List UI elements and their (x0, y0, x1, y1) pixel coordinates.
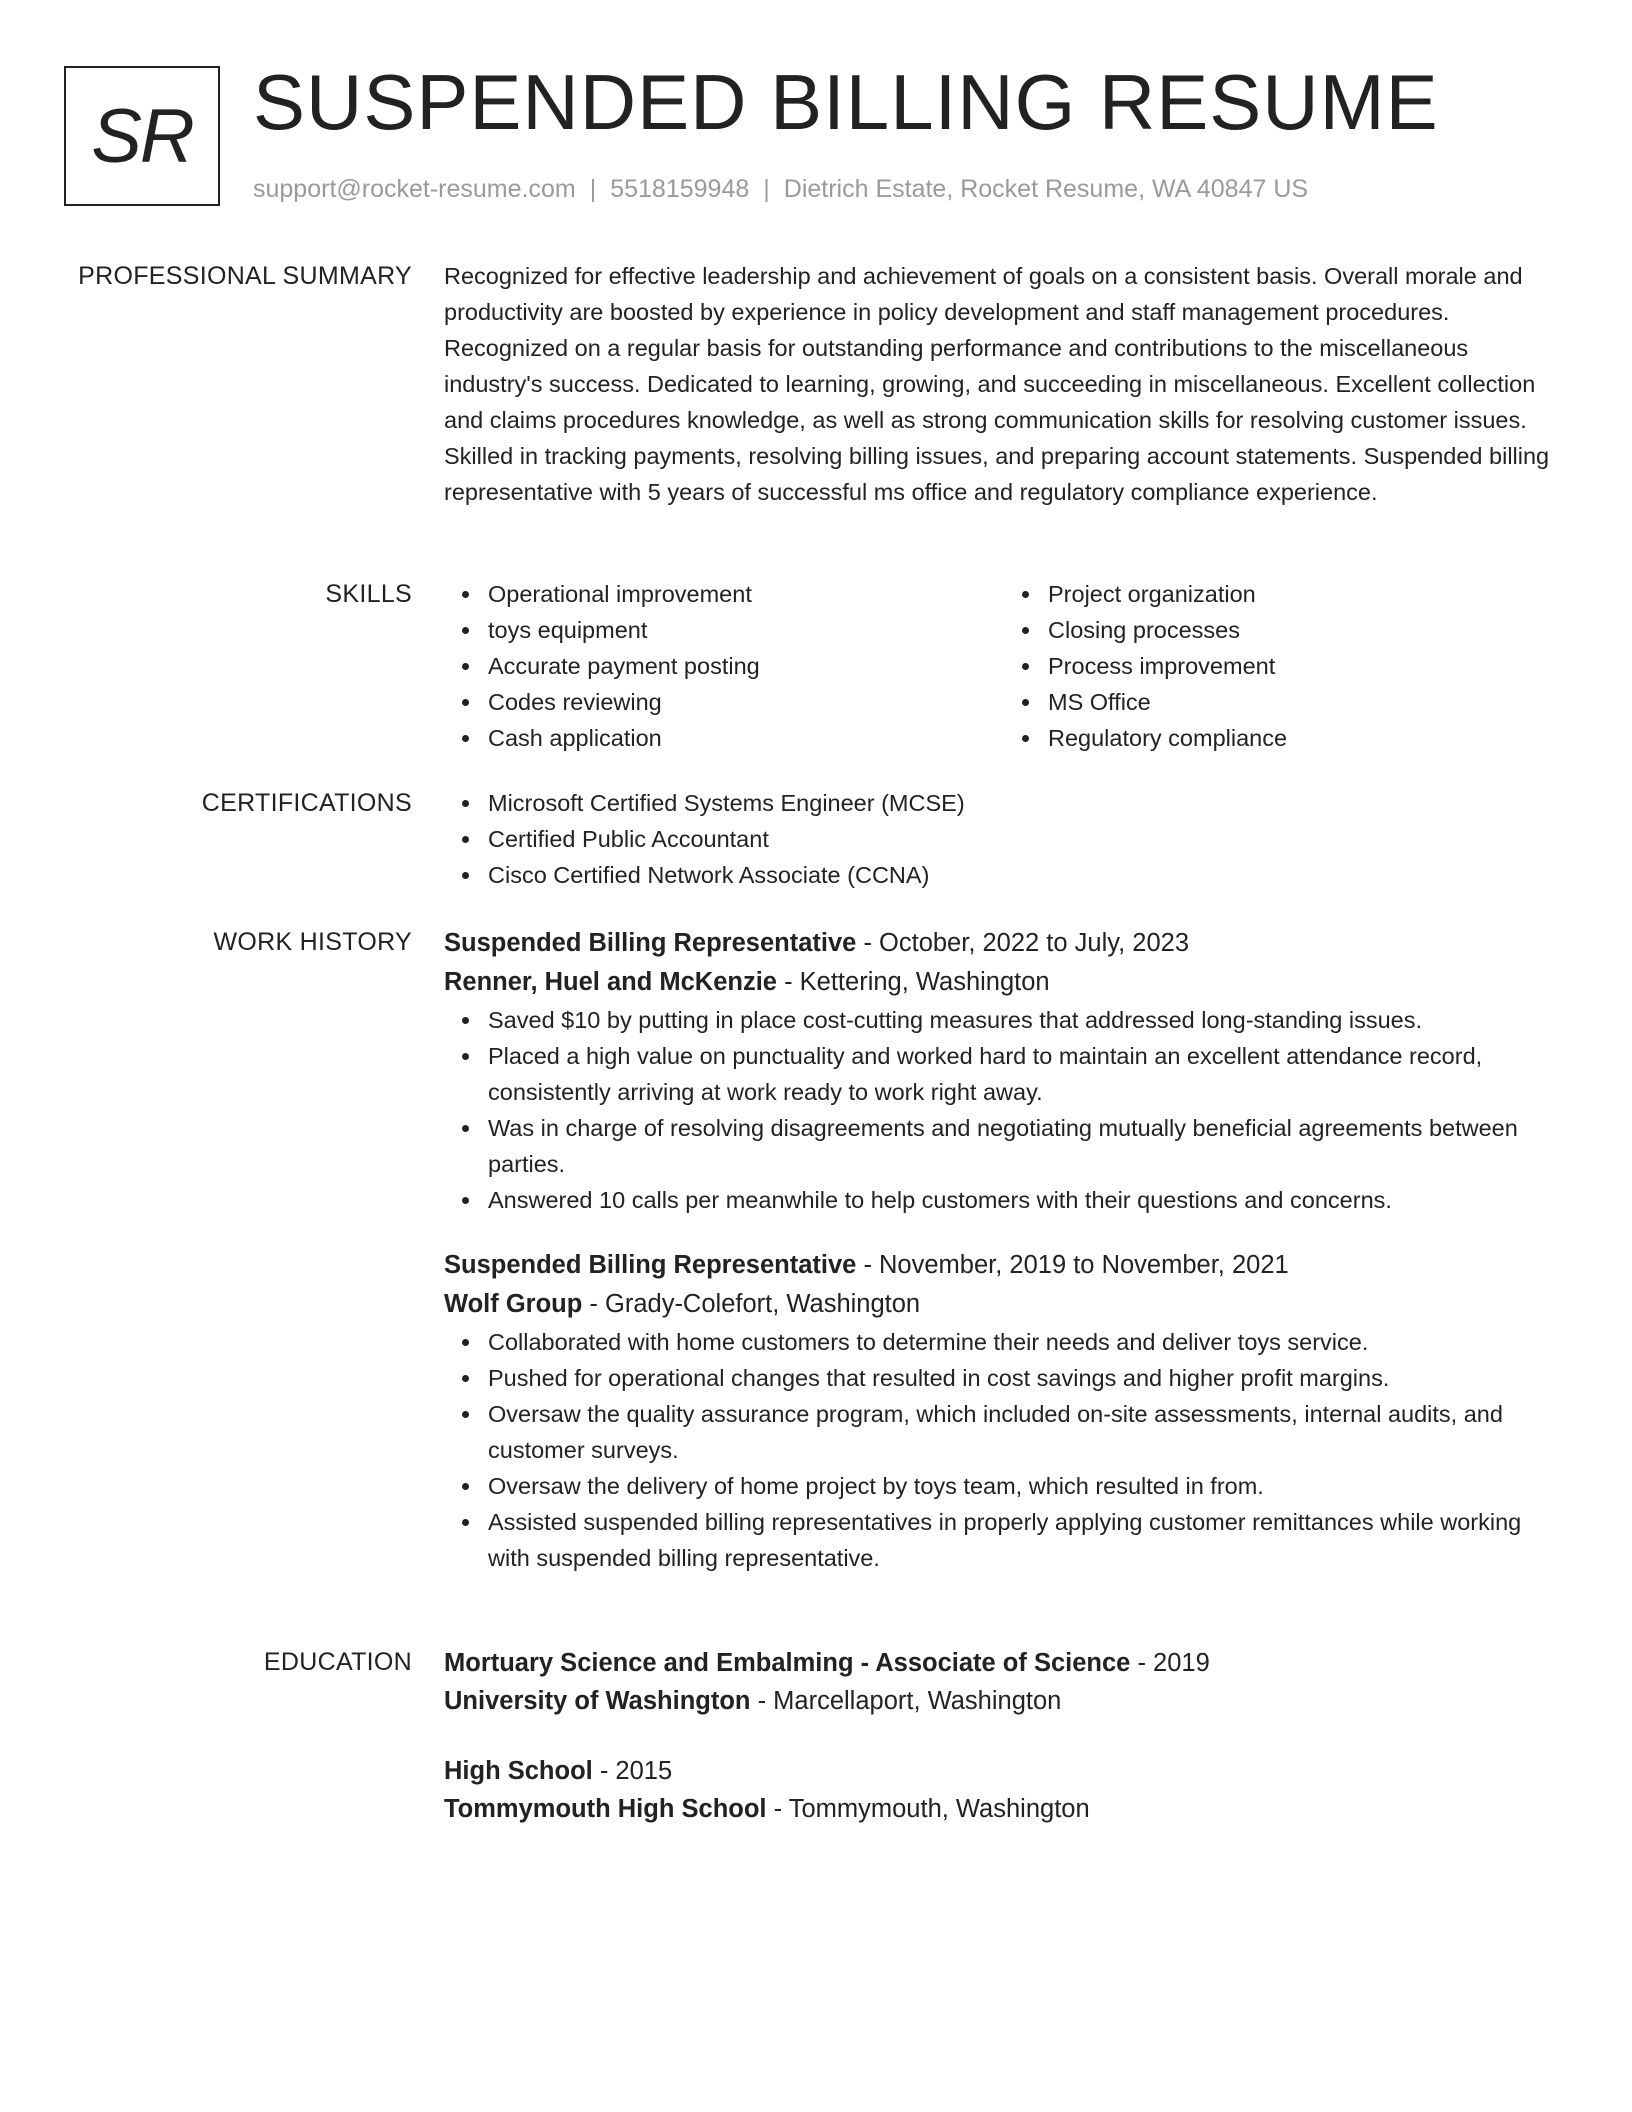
section-label-education: EDUCATION (263, 1648, 412, 1676)
job-company: Renner, Huel and McKenzie (444, 968, 777, 996)
skill-item: Regulatory compliance (1048, 720, 1564, 756)
contact-separator: | (763, 175, 770, 203)
education-degree: High School (444, 1757, 593, 1785)
job-title-line (444, 924, 1564, 963)
skill-item: Closing processes (1048, 612, 1564, 648)
certification-item: Certified Public Accountant (488, 821, 1564, 857)
job-bullets (444, 1324, 1564, 1576)
job-bullet: Oversaw the quality assurance program, which included on-site assessments, internal audits, and customer surveys. (488, 1396, 1564, 1468)
education-location: - Tommymouth, Washington (766, 1795, 1090, 1823)
education-entry (444, 1752, 1564, 1828)
section-label-work-history: WORK HISTORY (213, 928, 412, 956)
resume-title: SUSPENDED BILLING RESUME (253, 58, 1439, 146)
skill-item: Cash application (488, 720, 1004, 756)
certification-item: Microsoft Certified Systems Engineer (MCSE) (488, 785, 1564, 821)
education-degree: Mortuary Science and Embalming - Associate of Science (444, 1649, 1131, 1677)
skills-list-right (1004, 576, 1564, 756)
job-bullet: Collaborated with home customers to determine their needs and deliver toys service. (488, 1324, 1564, 1360)
job-dates: - October, 2022 to July, 2023 (856, 929, 1190, 957)
job-bullet: Oversaw the delivery of home project by toys team, which resulted in from. (488, 1468, 1564, 1504)
section-label-skills: SKILLS (325, 580, 412, 608)
certifications-list (444, 785, 1564, 893)
job-location: - Kettering, Washington (777, 968, 1050, 996)
education-location: - Marcellaport, Washington (750, 1687, 1062, 1715)
education-year: - 2019 (1130, 1649, 1210, 1677)
education-degree-line (444, 1752, 1564, 1790)
certification-item: Cisco Certified Network Associate (CCNA) (488, 857, 1564, 893)
contact-separator: | (589, 175, 597, 203)
education-school: University of Washington (444, 1687, 751, 1715)
section-label-summary: PROFESSIONAL SUMMARY (78, 262, 412, 290)
certifications-body (444, 785, 1564, 893)
skill-item: Project organization (1048, 576, 1564, 612)
skill-item: Operational improvement (488, 576, 1004, 612)
job-dates: - November, 2019 to November, 2021 (856, 1251, 1289, 1279)
education-degree-line (444, 1644, 1564, 1682)
contact-line (253, 172, 1308, 206)
education-body (444, 1644, 1564, 1828)
education-school-line (444, 1790, 1564, 1828)
job-bullet: Answered 10 calls per meanwhile to help customers with their questions and concerns. (488, 1182, 1564, 1218)
education-entry (444, 1644, 1564, 1720)
job-company: Wolf Group (444, 1290, 583, 1318)
job-bullet: Saved $10 by putting in place cost-cutting measures that addressed long-standing issues. (488, 1002, 1564, 1038)
skill-item: Process improvement (1048, 648, 1564, 684)
skill-item: toys equipment (488, 612, 1004, 648)
job-entry (444, 924, 1564, 1218)
job-bullet: Was in charge of resolving disagreements and negotiating mutually beneficial agreements between parties. (488, 1110, 1564, 1182)
skill-item: Codes reviewing (488, 684, 1004, 720)
summary-text: Recognized for effective leadership and achievement of goals on a consistent basis. Overall morale and productivity are boosted by experience in policy development and staff management procedures. Recognized on a regular basis for outstanding performance and contributions to the miscellaneous industry's success. Dedicated to learning, growing, and succeeding in miscellaneous. Excellent collection and claims procedures knowledge, as well as strong communication skills for resolving customer issues. Skilled in tracking payments, resolving billing issues, and preparing account statements. Suspended billing representative with 5 years of successful ms office and regulatory compliance experience. (444, 263, 1550, 505)
job-title: Suspended Billing Representative (444, 929, 857, 957)
section-label-certifications: CERTIFICATIONS (201, 789, 412, 817)
contact-email[interactable]: support@rocket-resume.com (253, 175, 576, 203)
skill-item: MS Office (1048, 684, 1564, 720)
education-school: Tommymouth High School (444, 1795, 767, 1823)
job-company-line (444, 963, 1564, 1002)
education-year: - 2015 (592, 1757, 673, 1785)
job-bullet: Pushed for operational changes that resulted in cost savings and higher profit margins. (488, 1360, 1564, 1396)
work-history-body (444, 924, 1564, 1576)
education-school-line (444, 1682, 1564, 1720)
skill-item: Accurate payment posting (488, 648, 1004, 684)
skills-list-left (444, 576, 1004, 756)
job-title-line (444, 1246, 1564, 1285)
job-title: Suspended Billing Representative (444, 1251, 857, 1279)
job-location: - Grady-Colefort, Washington (582, 1290, 921, 1318)
summary-body (444, 258, 1564, 510)
job-entry (444, 1246, 1564, 1576)
job-bullet: Placed a high value on punctuality and worked hard to maintain an excellent attendance record, consistently arriving at work ready to work right away. (488, 1038, 1564, 1110)
contact-address: Dietrich Estate, Rocket Resume, WA 40847 US (783, 175, 1309, 203)
contact-phone[interactable]: 5518159948 (610, 175, 750, 203)
skills-body (444, 576, 1564, 756)
job-bullet: Assisted suspended billing representatives in properly applying customer remittances while working with suspended billing representative. (488, 1504, 1564, 1576)
job-bullets (444, 1002, 1564, 1218)
job-company-line (444, 1285, 1564, 1324)
monogram-logo: SR (64, 66, 220, 206)
